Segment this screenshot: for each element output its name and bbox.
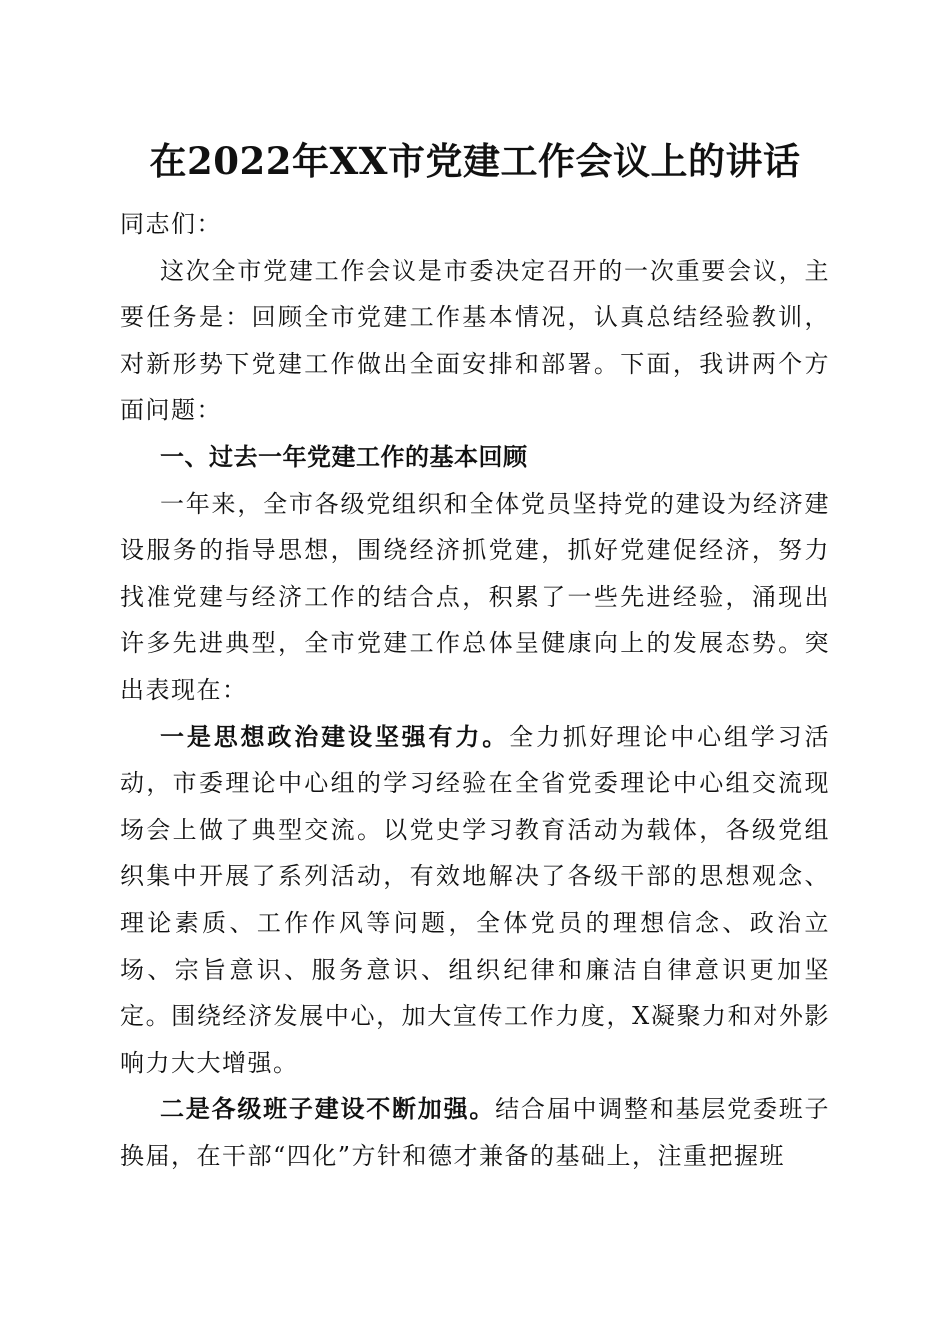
- intro-paragraph: 这次全市党建工作会议是市委决定召开的一次重要会议，主要任务是：回顾全市党建工作基本情况，认真总结经验教训，对新形势下党建工作做出全面安排和部署。下面，我讲两个方面问题：: [120, 256, 830, 425]
- point-one-paragraph: [120, 714, 830, 1087]
- point-two-text: 结合届中调整和基层党委班子换届，在干部“四化”方针和德才兼备的基础上，注重把握班: [120, 1095, 830, 1170]
- point-two-paragraph: [120, 1086, 830, 1179]
- point-one-text: 全力抓好理论中心组学习活动，市委理论中心组的学习经验在全省党委理论中心组交流现场会上做了典型交流。以党史学习教育活动为载体，各级党组织集中开展了系列活动，有效地解决了各级干部的思想观念、理论素质、工作作风等问题，全体党员的理想信念、政治立场、宗旨意识、服务意识、组织纪律和廉洁自律意识更加坚定。围绕经济发展中心，加大宣传工作力度，X凝聚力和对外影响力大大增强。: [120, 722, 831, 1077]
- salutation: 同志们：: [120, 210, 222, 238]
- section-heading: 一、过去一年党建工作的基本回顾: [160, 442, 528, 471]
- point-one-lead: 一是思想政治建设坚强有力。: [160, 721, 510, 751]
- document-body: [120, 201, 830, 1179]
- document-title: 在2022年XX市党建工作会议上的讲话: [149, 139, 801, 183]
- point-two-lead: 二是各级班子建设不断加强。: [160, 1094, 496, 1124]
- section-paragraph: 一年来，全市各级党组织和全体党员坚持党的建设为经济建设服务的指导思想，围绕经济抓党建，抓好党建促经济，努力找准党建与经济工作的结合点，积累了一些先进经验，涌现出许多先进典型，全市党建工作总体呈健康向上的发展态势。突出表现在：: [120, 489, 830, 704]
